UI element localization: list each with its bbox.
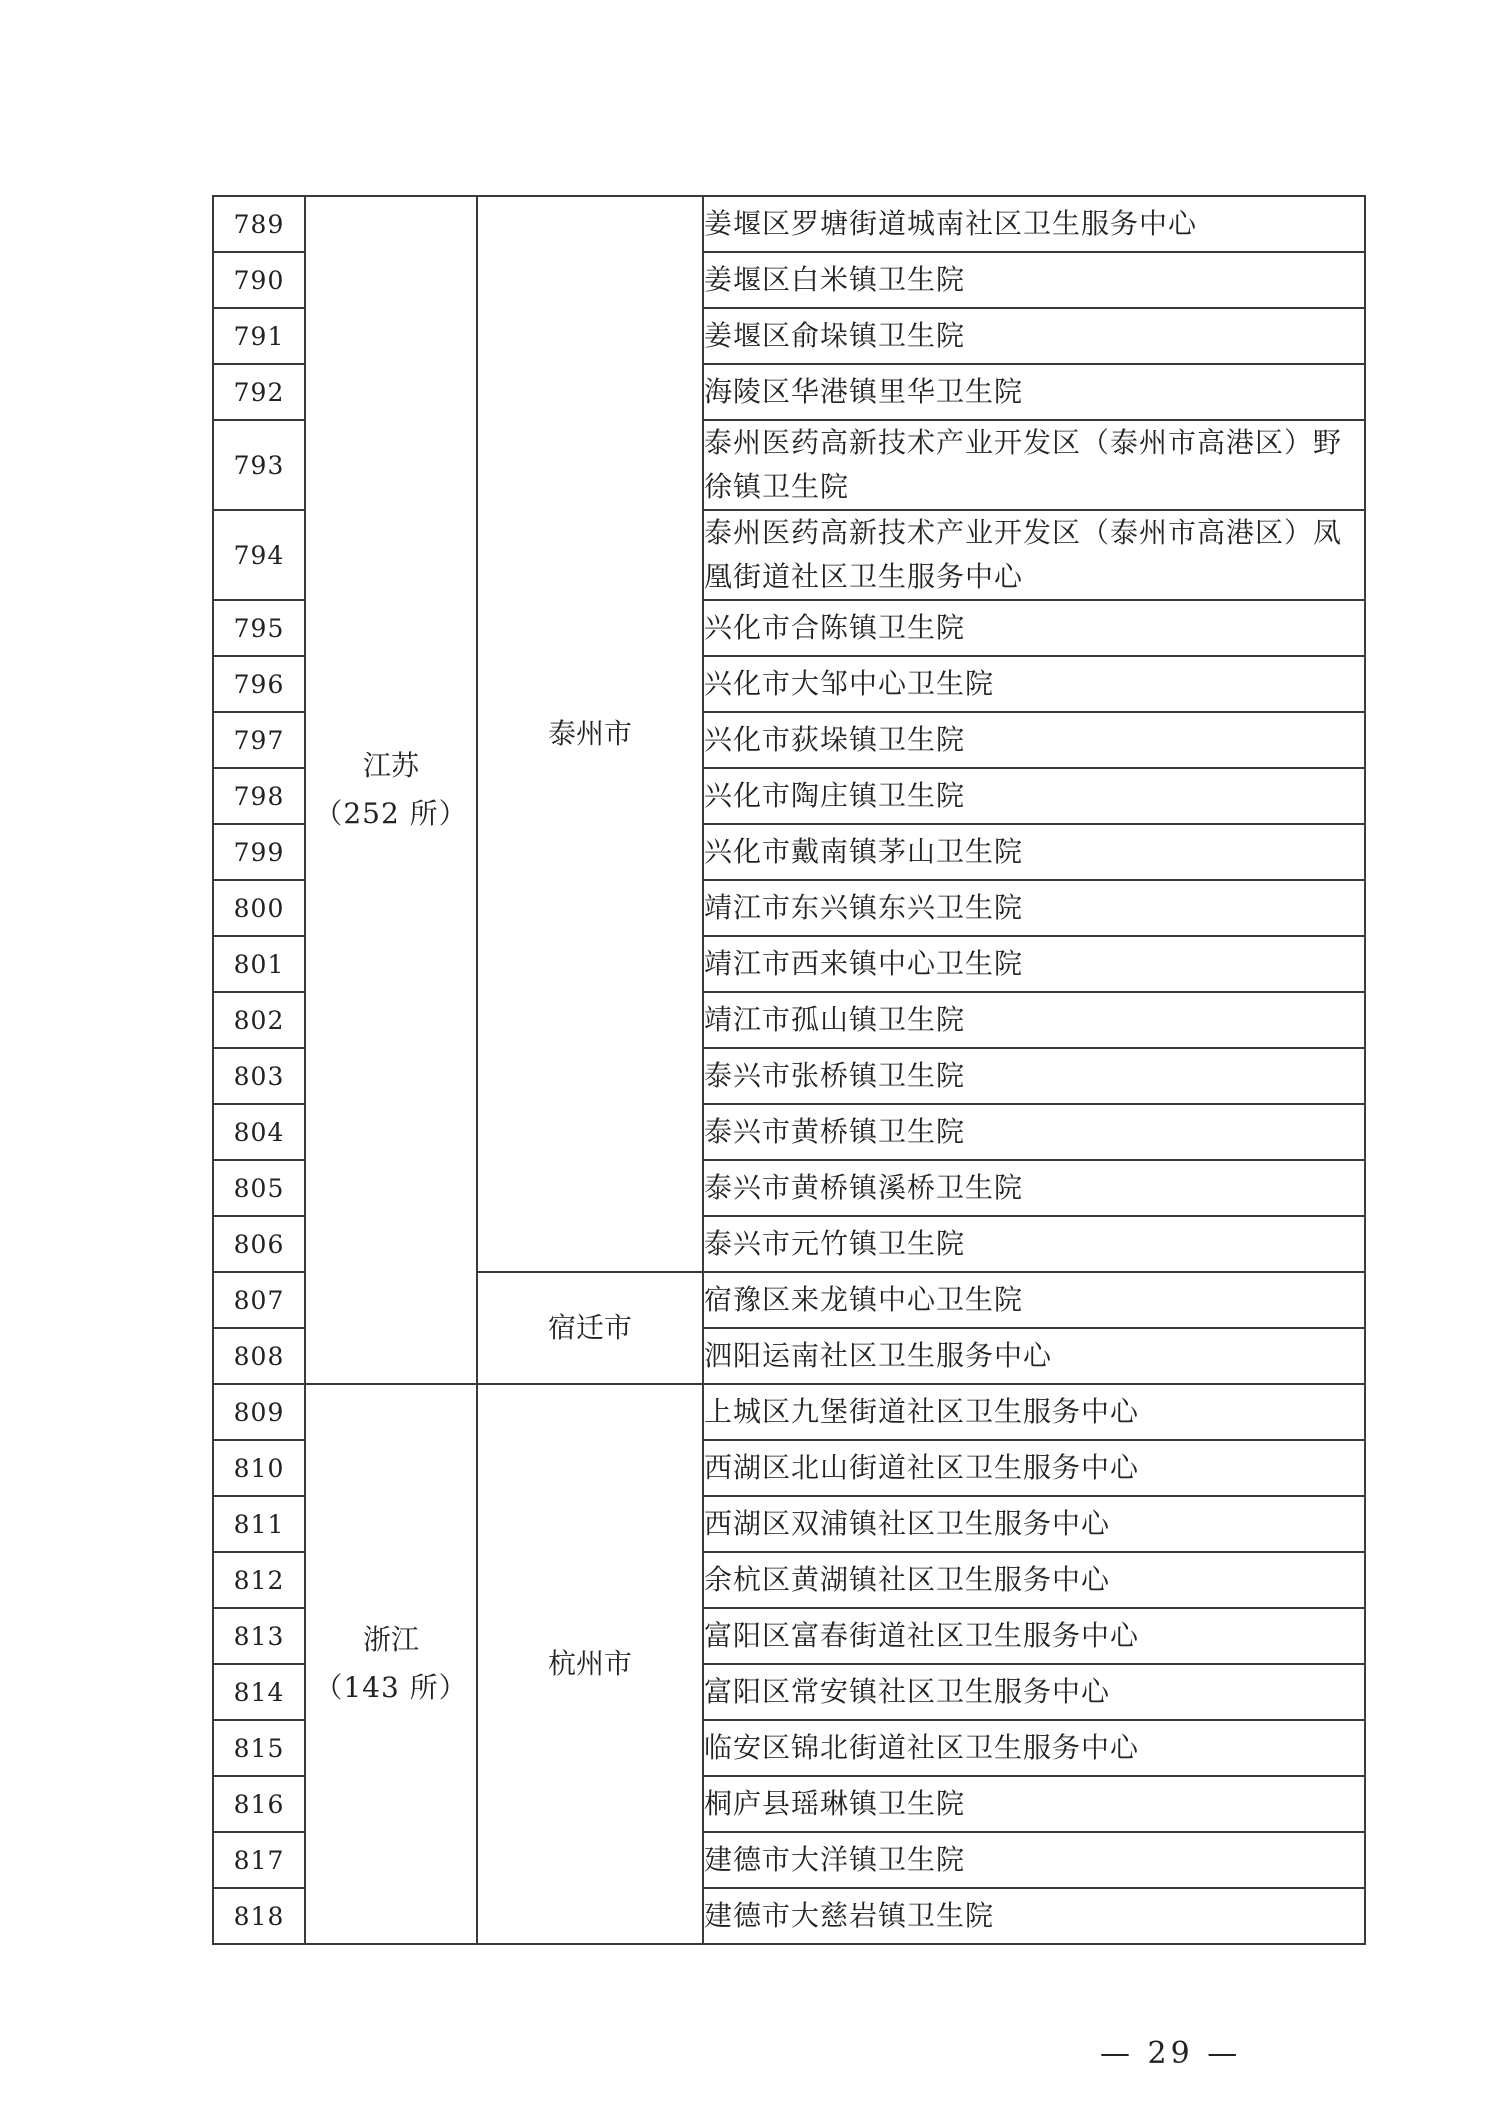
institution-name: 靖江市孤山镇卫生院 — [703, 992, 1365, 1048]
institution-name: 兴化市大邹中心卫生院 — [703, 656, 1365, 712]
province-name: 浙江 — [362, 1623, 419, 1656]
row-number: 794 — [213, 510, 305, 600]
city-cell: 宿迁市 — [477, 1272, 703, 1384]
row-number: 813 — [213, 1608, 305, 1664]
row-number: 817 — [213, 1832, 305, 1888]
province-cell — [305, 196, 477, 1384]
institution-name: 姜堰区俞垛镇卫生院 — [703, 308, 1365, 364]
row-number: 791 — [213, 308, 305, 364]
row-number: 796 — [213, 656, 305, 712]
table-body — [213, 196, 1365, 1944]
city-cell: 泰州市 — [477, 196, 703, 1272]
row-number: 808 — [213, 1328, 305, 1384]
institution-name: 上城区九堡街道社区卫生服务中心 — [703, 1384, 1365, 1440]
table-row — [213, 1384, 1365, 1440]
page-number: — 29 — — [1100, 2036, 1242, 2071]
institution-name: 靖江市西来镇中心卫生院 — [703, 936, 1365, 992]
institution-name: 泰兴市黄桥镇溪桥卫生院 — [703, 1160, 1365, 1216]
institution-name: 西湖区北山街道社区卫生服务中心 — [703, 1440, 1365, 1496]
row-number: 795 — [213, 600, 305, 656]
province-count: （252 所） — [314, 797, 468, 830]
institution-name: 桐庐县瑶琳镇卫生院 — [703, 1776, 1365, 1832]
institution-name: 临安区锦北街道社区卫生服务中心 — [703, 1720, 1365, 1776]
row-number: 799 — [213, 824, 305, 880]
institution-name: 姜堰区白米镇卫生院 — [703, 252, 1365, 308]
row-number: 815 — [213, 1720, 305, 1776]
table-row — [213, 196, 1365, 252]
row-number: 805 — [213, 1160, 305, 1216]
row-number: 801 — [213, 936, 305, 992]
row-number: 792 — [213, 364, 305, 420]
institution-name: 兴化市陶庄镇卫生院 — [703, 768, 1365, 824]
row-number: 797 — [213, 712, 305, 768]
row-number: 806 — [213, 1216, 305, 1272]
institution-name: 富阳区富春街道社区卫生服务中心 — [703, 1608, 1365, 1664]
row-number: 818 — [213, 1888, 305, 1944]
row-number: 809 — [213, 1384, 305, 1440]
institution-name: 余杭区黄湖镇社区卫生服务中心 — [703, 1552, 1365, 1608]
institution-table — [212, 195, 1366, 1945]
province-cell — [305, 1384, 477, 1944]
institution-name: 宿豫区来龙镇中心卫生院 — [703, 1272, 1365, 1328]
row-number: 814 — [213, 1664, 305, 1720]
row-number: 800 — [213, 880, 305, 936]
city-cell: 杭州市 — [477, 1384, 703, 1944]
province-name: 江苏 — [362, 749, 419, 782]
institution-name: 靖江市东兴镇东兴卫生院 — [703, 880, 1365, 936]
row-number: 804 — [213, 1104, 305, 1160]
row-number: 802 — [213, 992, 305, 1048]
province-count: （143 所） — [314, 1671, 468, 1704]
institution-name: 富阳区常安镇社区卫生服务中心 — [703, 1664, 1365, 1720]
institution-name: 泰州医药高新技术产业开发区（泰州市高港区）凤凰街道社区卫生服务中心 — [703, 510, 1365, 600]
institution-name: 泰兴市元竹镇卫生院 — [703, 1216, 1365, 1272]
row-number: 790 — [213, 252, 305, 308]
institution-name: 兴化市戴南镇茅山卫生院 — [703, 824, 1365, 880]
institution-name: 泗阳运南社区卫生服务中心 — [703, 1328, 1365, 1384]
institution-name: 海陵区华港镇里华卫生院 — [703, 364, 1365, 420]
institution-name: 建德市大慈岩镇卫生院 — [703, 1888, 1365, 1944]
institution-name: 泰州医药高新技术产业开发区（泰州市高港区）野徐镇卫生院 — [703, 420, 1365, 510]
row-number: 816 — [213, 1776, 305, 1832]
institution-name: 兴化市荻垛镇卫生院 — [703, 712, 1365, 768]
row-number: 807 — [213, 1272, 305, 1328]
institution-name: 建德市大洋镇卫生院 — [703, 1832, 1365, 1888]
row-number: 811 — [213, 1496, 305, 1552]
row-number: 793 — [213, 420, 305, 510]
institution-name: 姜堰区罗塘街道城南社区卫生服务中心 — [703, 196, 1365, 252]
row-number: 798 — [213, 768, 305, 824]
institution-name: 兴化市合陈镇卫生院 — [703, 600, 1365, 656]
row-number: 810 — [213, 1440, 305, 1496]
institution-name: 泰兴市张桥镇卫生院 — [703, 1048, 1365, 1104]
row-number: 803 — [213, 1048, 305, 1104]
row-number: 789 — [213, 196, 305, 252]
institution-name: 泰兴市黄桥镇卫生院 — [703, 1104, 1365, 1160]
institution-name: 西湖区双浦镇社区卫生服务中心 — [703, 1496, 1365, 1552]
row-number: 812 — [213, 1552, 305, 1608]
